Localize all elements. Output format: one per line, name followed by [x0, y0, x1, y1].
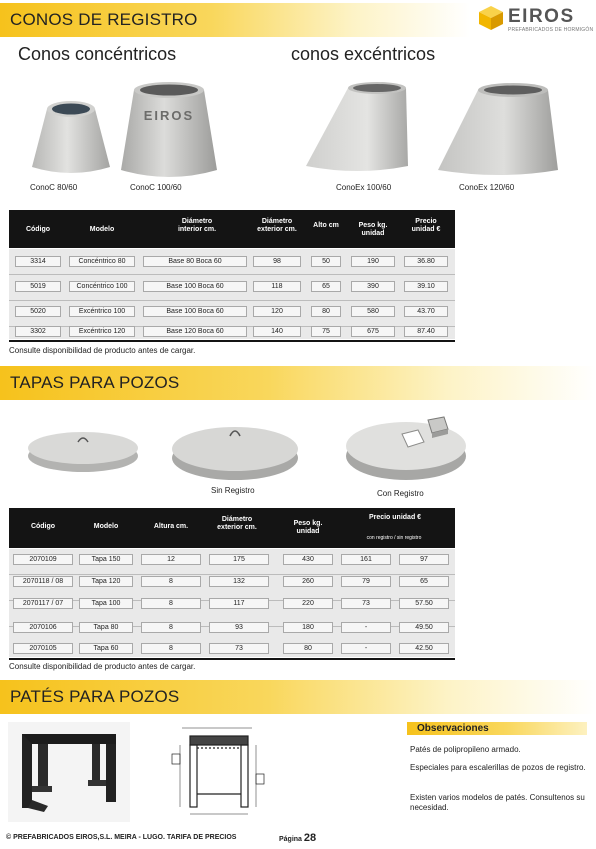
- cell-codigo: 2070109: [13, 554, 73, 565]
- cell-modelo: Tapa 80: [79, 622, 133, 633]
- section-header-tapas: [0, 366, 596, 400]
- cell-alto: 80: [311, 306, 341, 317]
- cell-modelo: Excéntrico 120: [69, 326, 135, 337]
- brand-name: EIROS: [508, 6, 575, 27]
- cell-precio-sin-registro: 65: [399, 576, 449, 587]
- cell-altura: 8: [141, 576, 201, 587]
- cell-precio: 36.80: [404, 256, 448, 267]
- cell-diametro-interior: Base 120 Boca 60: [143, 326, 247, 337]
- cell-diametro-interior: Base 100 Boca 60: [143, 306, 247, 317]
- col-precio: Precio unidad €: [368, 514, 422, 521]
- cell-peso: 390: [351, 281, 395, 292]
- table-header: [9, 508, 455, 548]
- table-bottom-rule: [9, 340, 455, 342]
- cell-precio-con-registro: 79: [341, 576, 391, 587]
- cover-con-registro-image: [344, 406, 472, 484]
- cell-codigo: 3302: [15, 326, 61, 337]
- cell-modelo: Concéntrico 80: [69, 256, 135, 267]
- table-bottom-rule: [9, 658, 455, 660]
- observation-text: Patés de polipropileno armado.: [410, 745, 521, 754]
- observaciones-title: Observaciones: [417, 723, 489, 734]
- page-number: [279, 832, 316, 844]
- cell-precio-sin-registro: 42.50: [399, 643, 449, 654]
- cell-codigo: 2070105: [13, 643, 73, 654]
- col-modelo: Modelo: [89, 226, 115, 233]
- cell-altura: 8: [141, 598, 201, 609]
- step-photo-image: [8, 722, 130, 822]
- cover-150-image: [26, 424, 140, 476]
- section-header-conos: [0, 3, 470, 37]
- cell-alto: 65: [311, 281, 341, 292]
- cell-precio-con-registro: -: [341, 643, 391, 654]
- footer-copyright: © PREFABRICADOS EIROS,S.L. MEIRA - LUGO. TARIFA DE PRECIOS: [6, 834, 237, 841]
- cone-stamp-text: EIROS: [143, 108, 195, 123]
- cell-precio-sin-registro: 57.50: [399, 598, 449, 609]
- col-precio-sub: con registro / sin registro: [366, 535, 422, 541]
- cell-precio-sin-registro: 49.50: [399, 622, 449, 633]
- cell-codigo: 5019: [15, 281, 61, 292]
- col-diametro-exterior: Diámetro exterior cm.: [217, 516, 257, 531]
- cell-peso: 580: [351, 306, 395, 317]
- cone-eccentric-100-image: [302, 80, 410, 176]
- cell-peso: 190: [351, 256, 395, 267]
- covers-price-table: [9, 508, 455, 660]
- cell-diametro-exterior: 98: [253, 256, 301, 267]
- cell-peso: 260: [283, 576, 333, 587]
- cell-diametro-interior: Base 80 Boca 60: [143, 256, 247, 267]
- observation-text: Especiales para escalerillas de pozos de registro.: [410, 763, 586, 772]
- availability-note: Consulte disponibilidad de producto antes de cargar.: [9, 346, 196, 355]
- col-precio: Precio unidad €: [411, 218, 441, 233]
- cone-eccentric-120-image: [436, 80, 560, 180]
- cell-peso: 180: [283, 622, 333, 633]
- cell-peso: 675: [351, 326, 395, 337]
- cell-modelo: Tapa 100: [79, 598, 133, 609]
- cell-diametro-exterior: 120: [253, 306, 301, 317]
- cell-alto: 50: [311, 256, 341, 267]
- col-codigo: Código: [30, 523, 56, 530]
- section-header-pates: [0, 680, 596, 714]
- cell-peso: 430: [283, 554, 333, 565]
- col-peso: Peso kg. unidad: [358, 222, 388, 237]
- section-title-tapas: TAPAS PARA POZOS: [10, 373, 180, 392]
- col-diametro-interior: Diámetro interior cm.: [177, 218, 217, 233]
- col-diametro-exterior: Diámetro exterior cm.: [257, 218, 297, 233]
- cell-diametro-exterior: 73: [209, 643, 269, 654]
- cell-precio: 43.70: [404, 306, 448, 317]
- section-title-pates: PATÉS PARA POZOS: [10, 687, 180, 706]
- caption-conoex-120: ConoEx 120/60: [459, 183, 515, 192]
- cell-precio-sin-registro: 97: [399, 554, 449, 565]
- col-codigo: Código: [25, 226, 51, 233]
- step-technical-drawing: [160, 724, 272, 820]
- cell-altura: 8: [141, 643, 201, 654]
- cell-codigo: 2070117 / 07: [13, 598, 73, 609]
- row-divider: [9, 574, 455, 575]
- cell-codigo: 5020: [15, 306, 61, 317]
- cell-diametro-exterior: 132: [209, 576, 269, 587]
- cell-diametro-exterior: 175: [209, 554, 269, 565]
- cell-diametro-interior: Base 100 Boca 60: [143, 281, 247, 292]
- cell-diametro-exterior: 117: [209, 598, 269, 609]
- cell-modelo: Tapa 120: [79, 576, 133, 587]
- cell-codigo: 2070106: [13, 622, 73, 633]
- page-number-value: 28: [303, 832, 317, 844]
- observaciones-header: [407, 722, 587, 735]
- cell-modelo: Tapa 60: [79, 643, 133, 654]
- cell-peso: 220: [283, 598, 333, 609]
- cell-precio-con-registro: 73: [341, 598, 391, 609]
- cell-modelo: Tapa 150: [79, 554, 133, 565]
- cube-icon: [478, 5, 504, 31]
- cell-codigo: 3314: [15, 256, 61, 267]
- section-title-conos: CONOS DE REGISTRO: [10, 10, 198, 29]
- cell-codigo: 2070118 / 08: [13, 576, 73, 587]
- col-modelo: Modelo: [93, 523, 119, 530]
- cell-modelo: Excéntrico 100: [69, 306, 135, 317]
- cell-alto: 75: [311, 326, 341, 337]
- availability-note: Consulte disponibilidad de producto antes de cargar.: [9, 662, 196, 671]
- cone-concentric-100-image: [120, 80, 218, 180]
- cell-diametro-exterior: 93: [209, 622, 269, 633]
- brand-tagline: PREFABRICADOS DE HORMIGÓN: [508, 27, 594, 33]
- caption-conoc-80: ConoC 80/60: [30, 183, 78, 192]
- cell-modelo: Concéntrico 100: [69, 281, 135, 292]
- cell-precio-con-registro: -: [341, 622, 391, 633]
- brand-logo: [478, 5, 594, 35]
- cones-price-table: [9, 210, 455, 342]
- col-altura: Altura cm.: [153, 523, 189, 530]
- cover-sin-registro-image: [170, 416, 300, 484]
- row-divider: [9, 274, 455, 275]
- cell-altura: 8: [141, 622, 201, 633]
- page-label: Página: [279, 836, 302, 843]
- cell-altura: 12: [141, 554, 201, 565]
- subheading-excentricos: conos excéntricos: [291, 44, 436, 64]
- cell-diametro-exterior: 118: [253, 281, 301, 292]
- caption-conoex-100: ConoEx 100/60: [336, 183, 392, 192]
- col-alto: Alto cm: [313, 222, 339, 229]
- col-peso: Peso kg. unidad: [293, 520, 323, 535]
- table-header: [9, 210, 455, 248]
- cone-concentric-80-image: [30, 97, 112, 177]
- caption-conoc-100: ConoC 100/60: [130, 183, 182, 192]
- subheading-concentricos: Conos concéntricos: [18, 44, 177, 64]
- cell-precio-con-registro: 161: [341, 554, 391, 565]
- cell-precio: 87.40: [404, 326, 448, 337]
- observation-text: Existen varios modelos de patés. Consultenos su necesidad.: [410, 793, 585, 812]
- cell-diametro-exterior: 140: [253, 326, 301, 337]
- cell-precio: 39.10: [404, 281, 448, 292]
- row-divider: [9, 300, 455, 301]
- caption-con-registro: Con Registro: [377, 489, 424, 498]
- caption-sin-registro: Sin Registro: [211, 486, 255, 495]
- cell-peso: 80: [283, 643, 333, 654]
